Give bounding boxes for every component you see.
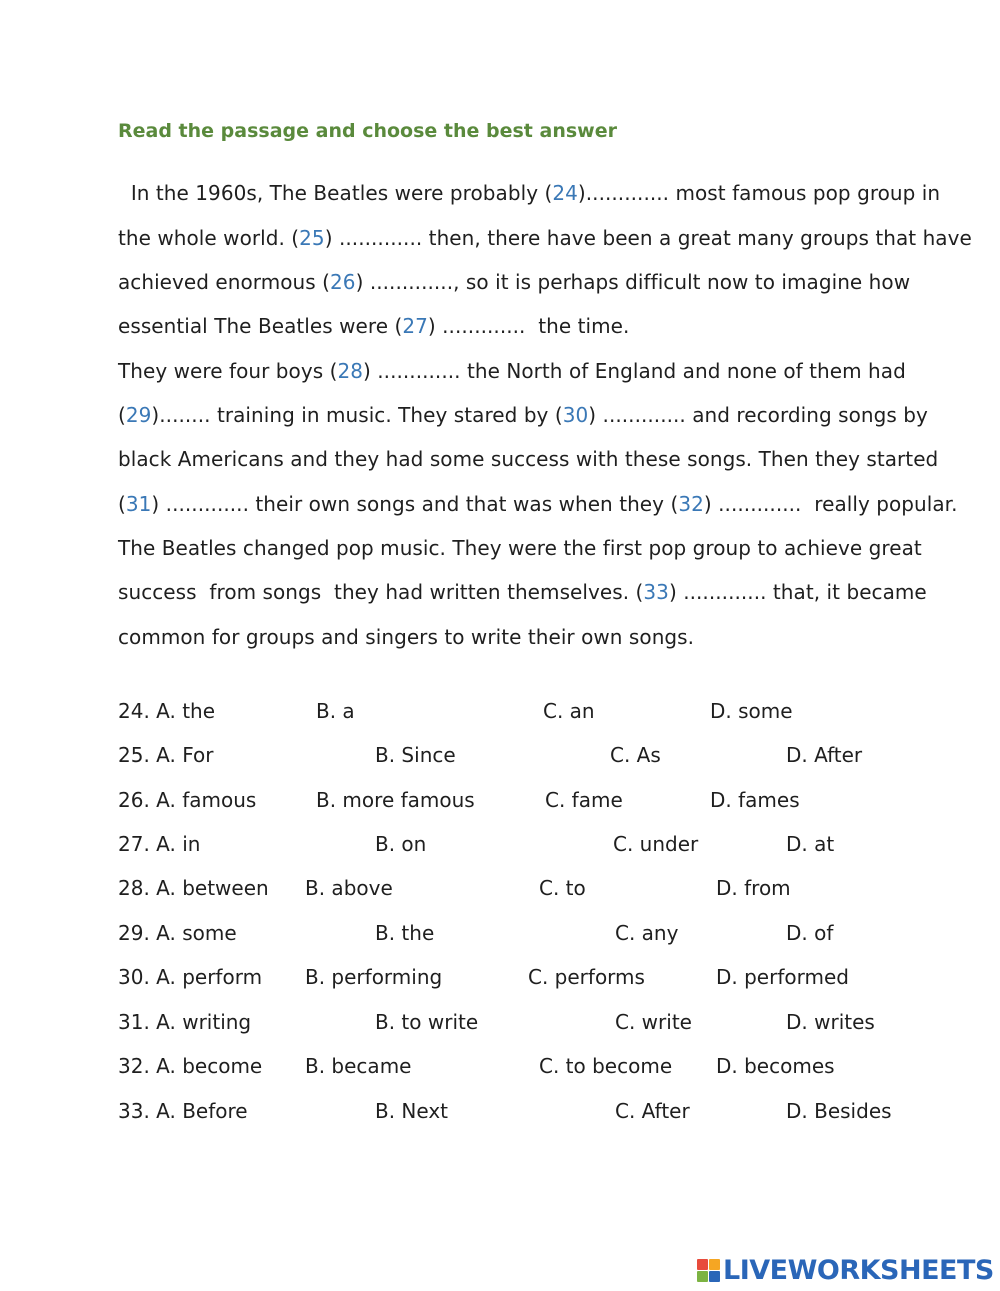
passage-line [118, 358, 906, 384]
option-a: 31. A. writing [118, 1010, 252, 1034]
passage-line [118, 225, 972, 251]
option-d: D. writes [786, 1010, 875, 1034]
option-b: B. the [375, 921, 435, 945]
option-b: B. performing [305, 965, 443, 989]
option-a: 26. A. famous [118, 788, 257, 812]
blank-number: 33 [643, 580, 669, 604]
passage-line [118, 624, 694, 650]
option-a: 30. A. perform [118, 965, 263, 989]
blank-number: 32 [678, 492, 704, 516]
passage-line [118, 446, 938, 472]
passage-text: ( [118, 403, 126, 427]
passage-text: success from songs they had written themselves. ( [118, 580, 644, 604]
logo-mark-icon [697, 1259, 720, 1282]
blank-number: 28 [337, 359, 363, 383]
option-c: C. write [615, 1010, 692, 1034]
logo-square-i [709, 1259, 720, 1270]
blank-number: 27 [402, 314, 428, 338]
blank-number: 25 [299, 226, 325, 250]
passage-line [118, 313, 629, 339]
option-a: 24. A. the [118, 699, 216, 723]
passage-line [118, 579, 927, 605]
liveworksheets-logo [697, 1254, 994, 1286]
option-a: 29. A. some [118, 921, 237, 945]
option-b: B. on [375, 832, 427, 856]
logo-text: LIVEWORKSHEETS [723, 1254, 994, 1286]
option-d: D. Besides [786, 1099, 892, 1123]
logo-square-e [709, 1271, 720, 1282]
option-a: 25. A. For [118, 743, 214, 767]
passage-text: The Beatles changed pop music. They were the first pop group to achieve great [118, 536, 922, 560]
passage-text: black Americans and they had some success with these songs. Then they started [118, 447, 939, 471]
option-d: D. some [710, 699, 793, 723]
option-b: B. became [305, 1054, 412, 1078]
page-heading: Read the passage and choose the best answer [118, 120, 617, 142]
passage-text: ) ............. and recording songs by [588, 403, 928, 427]
passage-line [118, 491, 958, 517]
blank-number: 31 [125, 492, 152, 516]
option-c: C. fame [545, 788, 623, 812]
passage-text: ) ............. then, there have been a great many groups that have [324, 226, 972, 250]
passage-line [118, 180, 940, 206]
blank-number: 29 [125, 403, 152, 427]
option-c: C. any [615, 921, 679, 945]
passage-text: ) ............. the North of England and none of them had [363, 359, 906, 383]
passage-text: )........ training in music. They stared by ( [151, 403, 563, 427]
option-a: 27. A. in [118, 832, 201, 856]
blank-number: 26 [330, 270, 356, 294]
option-a: 33. A. Before [118, 1099, 248, 1123]
option-c: C. to [539, 876, 586, 900]
option-b: B. above [305, 876, 393, 900]
option-c: C. an [543, 699, 595, 723]
passage-text: ( [118, 492, 126, 516]
option-c: C. After [615, 1099, 690, 1123]
option-d: D. of [786, 921, 834, 945]
passage-text: ) ............. really popular. [703, 492, 958, 516]
option-b: B. more famous [316, 788, 475, 812]
option-b: B. Since [375, 743, 456, 767]
passage-line [118, 402, 928, 428]
passage-text: )............. most famous pop group in [577, 181, 941, 205]
option-d: D. After [786, 743, 863, 767]
passage-text: ) ............. their own songs and that was when they ( [151, 492, 679, 516]
passage-text: the whole world. ( [118, 226, 300, 250]
blank-number: 30 [562, 403, 589, 427]
passage-text: ) ............., so it is perhaps difficult now to imagine how [355, 270, 911, 294]
option-d: D. becomes [716, 1054, 835, 1078]
passage-line [118, 535, 922, 561]
option-d: D. fames [710, 788, 800, 812]
passage-text: They were four boys ( [118, 359, 338, 383]
passage-text: common for groups and singers to write their own songs. [118, 625, 695, 649]
option-a: 28. A. between [118, 876, 269, 900]
option-b: B. a [316, 699, 355, 723]
passage-text: achieved enormous ( [118, 270, 330, 294]
option-c: C. As [610, 743, 661, 767]
logo-square-l [697, 1259, 708, 1270]
option-a: 32. A. become [118, 1054, 263, 1078]
logo-square-v [697, 1271, 708, 1282]
passage-text: ) ............. the time. [427, 314, 630, 338]
option-c: C. performs [528, 965, 645, 989]
option-b: B. to write [375, 1010, 479, 1034]
option-c: C. under [613, 832, 699, 856]
option-d: D. at [786, 832, 835, 856]
option-b: B. Next [375, 1099, 449, 1123]
passage-line [118, 269, 910, 295]
passage-text: ) ............. that, it became [668, 580, 927, 604]
option-c: C. to become [539, 1054, 673, 1078]
option-d: D. from [716, 876, 791, 900]
option-d: D. performed [716, 965, 849, 989]
passage-text: In the 1960s, The Beatles were probably ( [118, 181, 553, 205]
passage-text: essential The Beatles were ( [118, 314, 403, 338]
blank-number: 24 [552, 181, 578, 205]
